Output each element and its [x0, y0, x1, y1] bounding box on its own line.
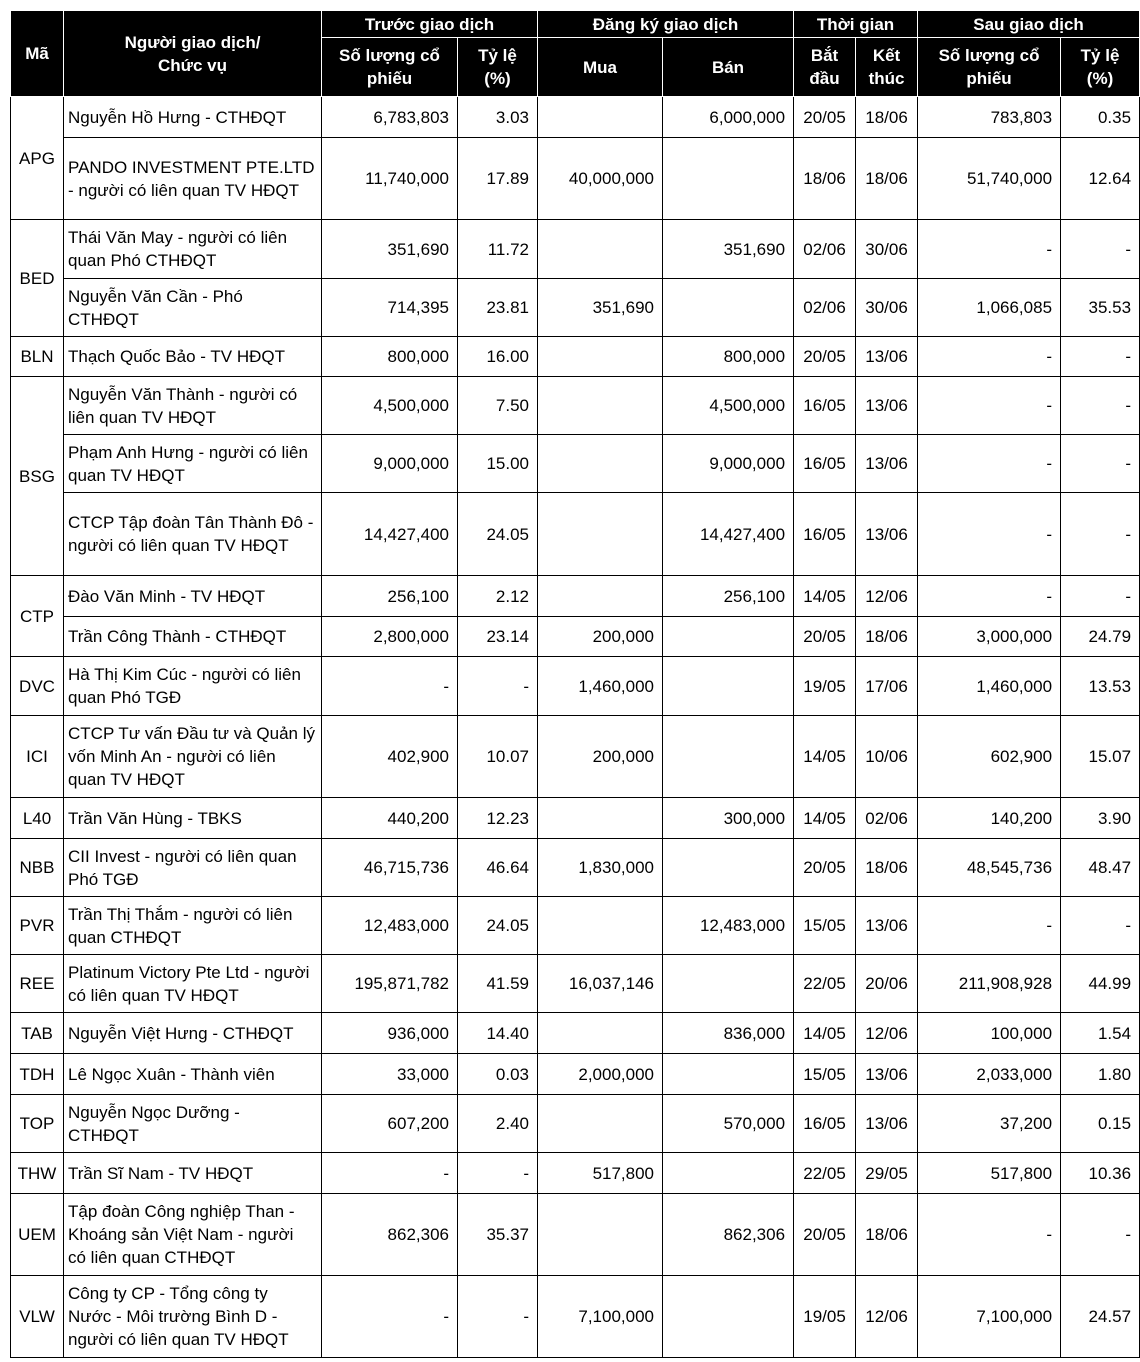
buy-cell: 200,000 [538, 716, 663, 798]
buy-cell [538, 337, 663, 377]
sell-cell: 836,000 [663, 1013, 794, 1054]
start-date-cell: 14/05 [794, 576, 856, 617]
before-qty-cell: 12,483,000 [322, 897, 458, 955]
before-qty-cell: 800,000 [322, 337, 458, 377]
person-cell: CTCP Tập đoàn Tân Thành Đô - người có liên quan TV HĐQT [64, 493, 322, 576]
before-qty-cell: 607,200 [322, 1095, 458, 1153]
before-qty-cell: 440,200 [322, 798, 458, 839]
table-row [11, 279, 1140, 337]
end-date-cell: 13/06 [856, 897, 918, 955]
before-qty-cell: 936,000 [322, 1013, 458, 1054]
after-qty-cell: - [918, 576, 1061, 617]
table-row [11, 798, 1140, 839]
code-cell: APG [11, 97, 64, 220]
code-cell: TOP [11, 1095, 64, 1153]
sell-cell: 351,690 [663, 220, 794, 279]
code-cell: BSG [11, 377, 64, 576]
start-date-cell: 20/05 [794, 1194, 856, 1276]
before-ratio-cell: 23.14 [458, 617, 538, 657]
start-date-cell: 20/05 [794, 337, 856, 377]
header-after-qty: Số lượng cổ phiếu [918, 38, 1061, 97]
end-date-cell: 29/05 [856, 1153, 918, 1194]
start-date-cell: 20/05 [794, 839, 856, 897]
table-row [11, 617, 1140, 657]
before-qty-cell: - [322, 1276, 458, 1358]
sell-cell [663, 138, 794, 220]
before-ratio-cell: 41.59 [458, 955, 538, 1013]
person-cell: Nguyễn Hồ Hưng - CTHĐQT [64, 97, 322, 138]
sell-cell: 570,000 [663, 1095, 794, 1153]
sell-cell: 9,000,000 [663, 435, 794, 493]
header-after-ratio: Tỷ lệ (%) [1061, 38, 1140, 97]
header-buy: Mua [538, 38, 663, 97]
person-cell: Trần Thị Thắm - người có liên quan CTHĐQT [64, 897, 322, 955]
end-date-cell: 02/06 [856, 798, 918, 839]
start-date-cell: 16/05 [794, 1095, 856, 1153]
sell-cell: 800,000 [663, 337, 794, 377]
sell-cell: 4,500,000 [663, 377, 794, 435]
before-ratio-cell: 14.40 [458, 1013, 538, 1054]
before-qty-cell: - [322, 1153, 458, 1194]
buy-cell: 16,037,146 [538, 955, 663, 1013]
end-date-cell: 12/06 [856, 1013, 918, 1054]
code-cell: TAB [11, 1013, 64, 1054]
before-ratio-cell: 12.23 [458, 798, 538, 839]
before-ratio-cell: 17.89 [458, 138, 538, 220]
header-before: Trước giao dịch [322, 11, 538, 38]
after-qty-cell: - [918, 220, 1061, 279]
after-qty-cell: - [918, 337, 1061, 377]
buy-cell [538, 576, 663, 617]
table-row [11, 1095, 1140, 1153]
header-end: Kết thúc [856, 38, 918, 97]
table-row [11, 576, 1140, 617]
start-date-cell: 22/05 [794, 955, 856, 1013]
code-cell: CTP [11, 576, 64, 657]
buy-cell: 40,000,000 [538, 138, 663, 220]
after-qty-cell: - [918, 493, 1061, 576]
sell-cell [663, 716, 794, 798]
before-ratio-cell: 2.12 [458, 576, 538, 617]
before-qty-cell: 351,690 [322, 220, 458, 279]
table-row [11, 839, 1140, 897]
sell-cell: 862,306 [663, 1194, 794, 1276]
table-row [11, 337, 1140, 377]
sell-cell [663, 617, 794, 657]
start-date-cell: 15/05 [794, 897, 856, 955]
sell-cell [663, 1054, 794, 1095]
person-cell: Trần Văn Hùng - TBKS [64, 798, 322, 839]
code-cell: BLN [11, 337, 64, 377]
before-ratio-cell: 0.03 [458, 1054, 538, 1095]
table-row [11, 1276, 1140, 1358]
code-cell: THW [11, 1153, 64, 1194]
header-sell: Bán [663, 38, 794, 97]
person-cell: Trần Sĩ Nam - TV HĐQT [64, 1153, 322, 1194]
person-cell: PANDO INVESTMENT PTE.LTD - người có liên quan TV HĐQT [64, 138, 322, 220]
end-date-cell: 13/06 [856, 435, 918, 493]
code-cell: UEM [11, 1194, 64, 1276]
start-date-cell: 14/05 [794, 798, 856, 839]
person-cell: Tập đoàn Công nghiệp Than - Khoáng sản Việt Nam - người có liên quan CTHĐQT [64, 1194, 322, 1276]
before-ratio-cell: 15.00 [458, 435, 538, 493]
table-row [11, 493, 1140, 576]
before-ratio-cell: 2.40 [458, 1095, 538, 1153]
after-ratio-cell: 1.54 [1061, 1013, 1140, 1054]
after-ratio-cell: 1.80 [1061, 1054, 1140, 1095]
before-ratio-cell: 7.50 [458, 377, 538, 435]
sell-cell [663, 1153, 794, 1194]
header-before-ratio: Tỷ lệ (%) [458, 38, 538, 97]
before-qty-cell: 714,395 [322, 279, 458, 337]
after-qty-cell: 7,100,000 [918, 1276, 1061, 1358]
after-ratio-cell: 24.79 [1061, 617, 1140, 657]
buy-cell [538, 897, 663, 955]
table-row [11, 1013, 1140, 1054]
person-cell: Thái Văn May - người có liên quan Phó CTHĐQT [64, 220, 322, 279]
before-qty-cell: - [322, 657, 458, 716]
start-date-cell: 19/05 [794, 1276, 856, 1358]
header-register: Đăng ký giao dịch [538, 11, 794, 38]
person-cell: Phạm Anh Hưng - người có liên quan TV HĐQT [64, 435, 322, 493]
table-body [11, 97, 1140, 1358]
after-ratio-cell: - [1061, 493, 1140, 576]
table-row [11, 716, 1140, 798]
sell-cell: 256,100 [663, 576, 794, 617]
person-cell: CTCP Tư vấn Đầu tư và Quản lý vốn Minh An - người có liên quan TV HĐQT [64, 716, 322, 798]
buy-cell: 351,690 [538, 279, 663, 337]
buy-cell [538, 435, 663, 493]
before-ratio-cell: 16.00 [458, 337, 538, 377]
person-cell: Đào Văn Minh - TV HĐQT [64, 576, 322, 617]
after-qty-cell: 140,200 [918, 798, 1061, 839]
table-row [11, 97, 1140, 138]
person-cell: Nguyễn Văn Cần - Phó CTHĐQT [64, 279, 322, 337]
end-date-cell: 10/06 [856, 716, 918, 798]
after-ratio-cell: - [1061, 220, 1140, 279]
buy-cell: 1,830,000 [538, 839, 663, 897]
before-qty-cell: 9,000,000 [322, 435, 458, 493]
code-cell: ICI [11, 716, 64, 798]
buy-cell: 200,000 [538, 617, 663, 657]
sell-cell [663, 839, 794, 897]
start-date-cell: 20/05 [794, 97, 856, 138]
before-qty-cell: 2,800,000 [322, 617, 458, 657]
after-qty-cell: 602,900 [918, 716, 1061, 798]
buy-cell [538, 1013, 663, 1054]
code-cell: L40 [11, 798, 64, 839]
sell-cell [663, 279, 794, 337]
after-ratio-cell: - [1061, 897, 1140, 955]
end-date-cell: 12/06 [856, 576, 918, 617]
table-row [11, 1194, 1140, 1276]
header-before-qty: Số lượng cổ phiếu [322, 38, 458, 97]
after-ratio-cell: 0.15 [1061, 1095, 1140, 1153]
start-date-cell: 19/05 [794, 657, 856, 716]
buy-cell: 1,460,000 [538, 657, 663, 716]
end-date-cell: 17/06 [856, 657, 918, 716]
buy-cell [538, 1194, 663, 1276]
start-date-cell: 14/05 [794, 716, 856, 798]
before-ratio-cell: 24.05 [458, 897, 538, 955]
end-date-cell: 13/06 [856, 1095, 918, 1153]
person-cell: Công ty CP - Tổng công ty Nước - Môi trường Bình D - người có liên quan TV HĐQT [64, 1276, 322, 1358]
code-cell: REE [11, 955, 64, 1013]
person-cell: Nguyễn Việt Hưng - CTHĐQT [64, 1013, 322, 1054]
after-qty-cell: 37,200 [918, 1095, 1061, 1153]
header-time: Thời gian [794, 11, 918, 38]
before-ratio-cell: 11.72 [458, 220, 538, 279]
end-date-cell: 30/06 [856, 220, 918, 279]
person-cell: Thạch Quốc Bảo - TV HĐQT [64, 337, 322, 377]
after-ratio-cell: 0.35 [1061, 97, 1140, 138]
after-ratio-cell: 24.57 [1061, 1276, 1140, 1358]
before-ratio-cell: 10.07 [458, 716, 538, 798]
table-row [11, 897, 1140, 955]
after-qty-cell: 100,000 [918, 1013, 1061, 1054]
table-header [11, 11, 1140, 97]
after-ratio-cell: 3.90 [1061, 798, 1140, 839]
end-date-cell: 18/06 [856, 97, 918, 138]
after-qty-cell: 211,908,928 [918, 955, 1061, 1013]
buy-cell: 517,800 [538, 1153, 663, 1194]
before-ratio-cell: - [458, 1153, 538, 1194]
buy-cell [538, 1095, 663, 1153]
end-date-cell: 30/06 [856, 279, 918, 337]
buy-cell [538, 377, 663, 435]
after-ratio-cell: 15.07 [1061, 716, 1140, 798]
before-ratio-cell: 46.64 [458, 839, 538, 897]
end-date-cell: 13/06 [856, 377, 918, 435]
before-qty-cell: 33,000 [322, 1054, 458, 1095]
person-cell: Lê Ngọc Xuân - Thành viên [64, 1054, 322, 1095]
before-qty-cell: 14,427,400 [322, 493, 458, 576]
person-cell: CII Invest - người có liên quan Phó TGĐ [64, 839, 322, 897]
table-row [11, 657, 1140, 716]
after-ratio-cell: 10.36 [1061, 1153, 1140, 1194]
sell-cell [663, 955, 794, 1013]
sell-cell: 12,483,000 [663, 897, 794, 955]
after-qty-cell: 1,066,085 [918, 279, 1061, 337]
before-qty-cell: 862,306 [322, 1194, 458, 1276]
after-ratio-cell: - [1061, 377, 1140, 435]
before-qty-cell: 46,715,736 [322, 839, 458, 897]
header-after: Sau giao dịch [918, 11, 1140, 38]
insider-trading-table [10, 10, 1140, 1358]
after-ratio-cell: - [1061, 435, 1140, 493]
table-row [11, 220, 1140, 279]
before-qty-cell: 195,871,782 [322, 955, 458, 1013]
before-ratio-cell: - [458, 1276, 538, 1358]
table-row [11, 435, 1140, 493]
start-date-cell: 16/05 [794, 493, 856, 576]
before-qty-cell: 402,900 [322, 716, 458, 798]
sell-cell [663, 657, 794, 716]
start-date-cell: 18/06 [794, 138, 856, 220]
before-qty-cell: 4,500,000 [322, 377, 458, 435]
after-qty-cell: 783,803 [918, 97, 1061, 138]
code-cell: DVC [11, 657, 64, 716]
table-row [11, 377, 1140, 435]
before-qty-cell: 256,100 [322, 576, 458, 617]
end-date-cell: 18/06 [856, 617, 918, 657]
end-date-cell: 13/06 [856, 493, 918, 576]
buy-cell [538, 798, 663, 839]
sell-cell: 300,000 [663, 798, 794, 839]
buy-cell [538, 493, 663, 576]
start-date-cell: 15/05 [794, 1054, 856, 1095]
after-ratio-cell: 35.53 [1061, 279, 1140, 337]
after-qty-cell: 517,800 [918, 1153, 1061, 1194]
after-qty-cell: 51,740,000 [918, 138, 1061, 220]
table-row [11, 955, 1140, 1013]
start-date-cell: 16/05 [794, 435, 856, 493]
person-cell: Nguyễn Ngọc Dưỡng - CTHĐQT [64, 1095, 322, 1153]
start-date-cell: 02/06 [794, 220, 856, 279]
after-ratio-cell: - [1061, 576, 1140, 617]
after-ratio-cell: 13.53 [1061, 657, 1140, 716]
start-date-cell: 20/05 [794, 617, 856, 657]
person-cell: Platinum Victory Pte Ltd - người có liên quan TV HĐQT [64, 955, 322, 1013]
end-date-cell: 18/06 [856, 839, 918, 897]
start-date-cell: 02/06 [794, 279, 856, 337]
start-date-cell: 22/05 [794, 1153, 856, 1194]
code-cell: BED [11, 220, 64, 337]
person-cell: Trần Công Thành - CTHĐQT [64, 617, 322, 657]
end-date-cell: 18/06 [856, 138, 918, 220]
before-ratio-cell: 35.37 [458, 1194, 538, 1276]
person-cell: Hà Thị Kim Cúc - người có liên quan Phó TGĐ [64, 657, 322, 716]
code-cell: TDH [11, 1054, 64, 1095]
before-qty-cell: 11,740,000 [322, 138, 458, 220]
after-qty-cell: - [918, 377, 1061, 435]
buy-cell: 2,000,000 [538, 1054, 663, 1095]
end-date-cell: 20/06 [856, 955, 918, 1013]
table-row [11, 1153, 1140, 1194]
after-ratio-cell: - [1061, 1194, 1140, 1276]
code-cell: PVR [11, 897, 64, 955]
before-qty-cell: 6,783,803 [322, 97, 458, 138]
after-qty-cell: 3,000,000 [918, 617, 1061, 657]
buy-cell [538, 220, 663, 279]
table-row [11, 138, 1140, 220]
start-date-cell: 16/05 [794, 377, 856, 435]
after-ratio-cell: 48.47 [1061, 839, 1140, 897]
end-date-cell: 13/06 [856, 1054, 918, 1095]
before-ratio-cell: - [458, 657, 538, 716]
after-qty-cell: - [918, 1194, 1061, 1276]
end-date-cell: 18/06 [856, 1194, 918, 1276]
after-ratio-cell: 12.64 [1061, 138, 1140, 220]
header-person: Người giao dịch/ Chức vụ [64, 11, 322, 97]
table-row [11, 1054, 1140, 1095]
after-qty-cell: - [918, 897, 1061, 955]
after-qty-cell: 48,545,736 [918, 839, 1061, 897]
header-start: Bắt đầu [794, 38, 856, 97]
before-ratio-cell: 3.03 [458, 97, 538, 138]
sell-cell: 6,000,000 [663, 97, 794, 138]
after-qty-cell: 2,033,000 [918, 1054, 1061, 1095]
before-ratio-cell: 24.05 [458, 493, 538, 576]
buy-cell: 7,100,000 [538, 1276, 663, 1358]
end-date-cell: 13/06 [856, 337, 918, 377]
code-cell: NBB [11, 839, 64, 897]
header-code: Mã [11, 11, 64, 97]
after-qty-cell: 1,460,000 [918, 657, 1061, 716]
after-ratio-cell: 44.99 [1061, 955, 1140, 1013]
person-cell: Nguyễn Văn Thành - người có liên quan TV HĐQT [64, 377, 322, 435]
after-qty-cell: - [918, 435, 1061, 493]
before-ratio-cell: 23.81 [458, 279, 538, 337]
sell-cell: 14,427,400 [663, 493, 794, 576]
end-date-cell: 12/06 [856, 1276, 918, 1358]
code-cell: VLW [11, 1276, 64, 1358]
sell-cell [663, 1276, 794, 1358]
start-date-cell: 14/05 [794, 1013, 856, 1054]
buy-cell [538, 97, 663, 138]
after-ratio-cell: - [1061, 337, 1140, 377]
